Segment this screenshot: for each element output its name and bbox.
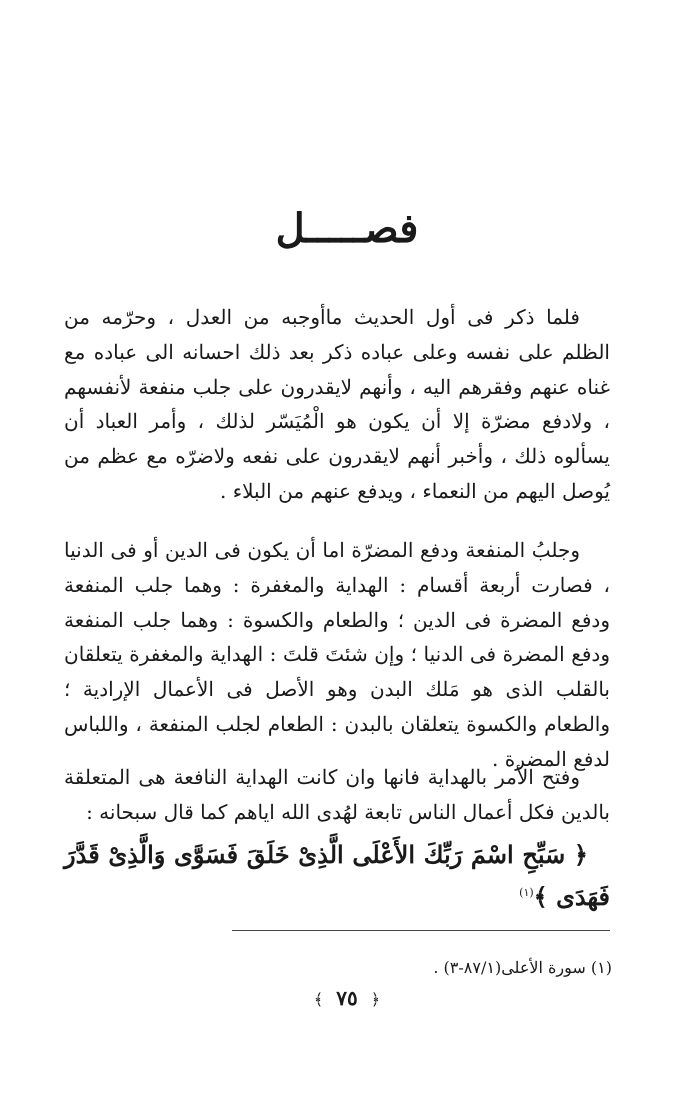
footnote-reference: (١) — [519, 886, 534, 899]
paragraph-2: وجلبُ المنفعة ودفع المضرّة اما أن يكون فى الدين أو فى الدنيا ، فصارت أربعة أقسام : الهداية والمغفرة : وهما جلب المنفعة ودفع المضرة فى الدين ؛ والطعام والكسوة : وهما جلب المنفعة ودفع المضرة فى الدنيا ؛ وإن شئتَ قلتَ : الهداية والمغفرة يتعلقان بالقلب الذى هو مَلك البدن وهو الأصل فى الأعمال الإرادية ؛ والطعام والكسوة يتعلقان بالبدن : الطعام لجلب المنفعة ، واللباس لدفع المضرة . — [64, 538, 610, 771]
footnote: (١) سورة الأعلى(٨٧/١-٣) . — [433, 958, 612, 977]
section-heading: فصـــــل — [275, 205, 419, 252]
page-number-ornament-left: ﴾ — [313, 990, 324, 1009]
quran-verse-text: ﴿ سَبِّحِ اسْمَ رَبِّكَ الأَعْلَى الَّذِىْ خَلَقَ فَسَوَّى وَالَّذِىْ قَدَّرَ فَهَدَى ﴾ — [64, 840, 610, 911]
page-number — [0, 986, 694, 1010]
footnote-divider — [232, 930, 610, 931]
quran-verse — [64, 836, 610, 916]
paragraph-3-text: وفتح الأمر بالهداية فانها وان كانت الهداية النافعة هى المتعلقة بالدين فكل أعمال الناس تابعة لهُدى الله اياهم كما قال سبحانه : — [64, 765, 610, 824]
page-number-value: ٧٥ — [336, 986, 358, 1010]
paragraph-3 — [64, 760, 610, 830]
page-number-ornament-right: ﴿ — [370, 990, 381, 1009]
paragraph-1: فلما ذكر فى أول الحديث ماأوجبه من العدل ، وحرّمه من الظلم على نفسه وعلى عباده ذكر بعد ذلك احسانه الى عباده مع غناه عنهم وفقرهم اليه ، وأنهم لايقدرون على جلب منفعة لأنفسهم ، ولادفع مضرّة إلا أن يكون هو الْمُيَسّر لذلك ، وأمر العباد أن يسألوه ذلك ، وأخبر أنهم لايقدرون على نفعه ولاضرّه مع عظم من يُوصل اليهم من النعماء ، ويدفع عنهم من البلاء . — [64, 305, 610, 503]
